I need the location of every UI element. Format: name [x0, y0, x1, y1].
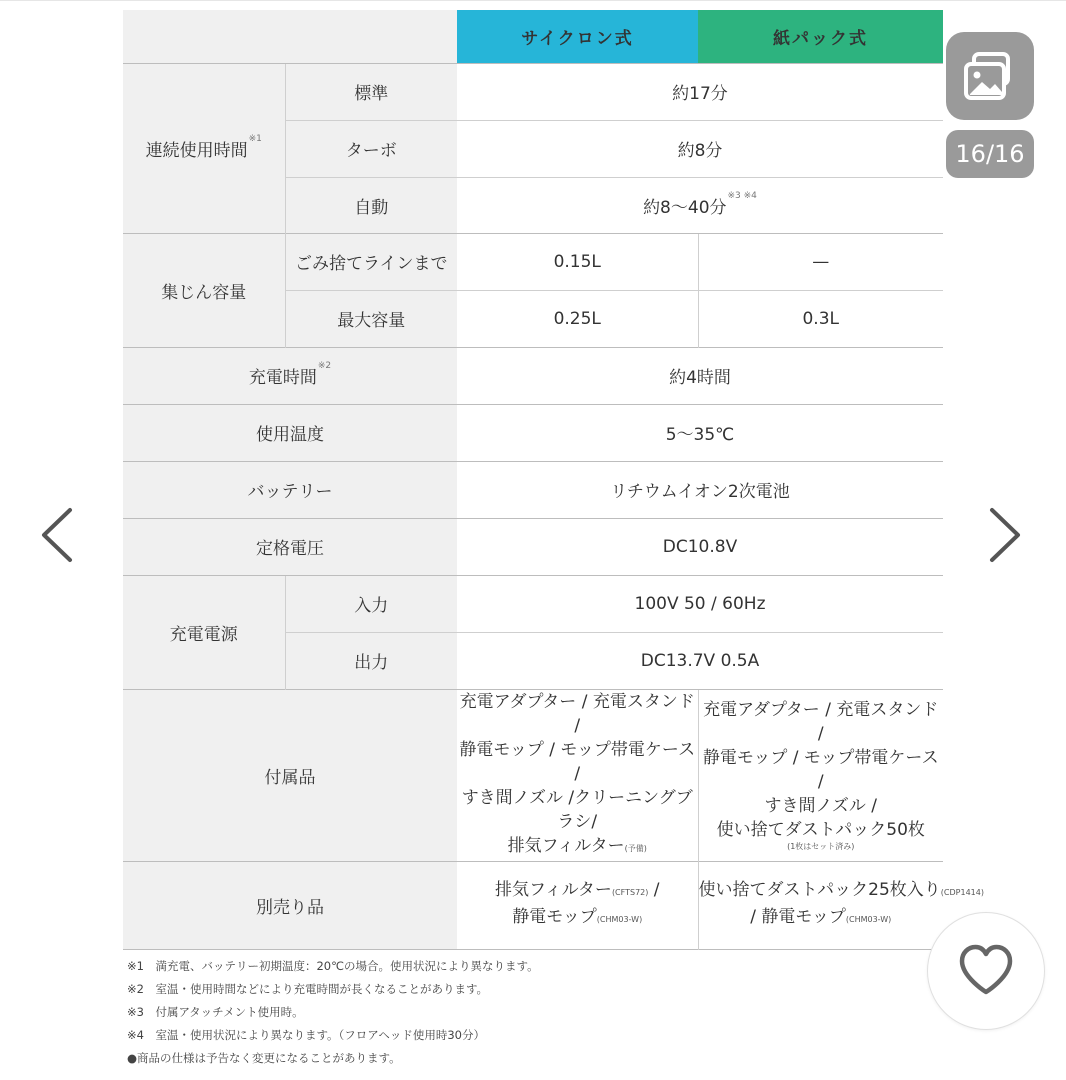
- value-battery: リチウムイオン2次電池: [457, 461, 943, 518]
- table-row: [123, 518, 943, 575]
- sub-label-turbo: ターボ: [285, 120, 457, 177]
- sub-label-standard: 標準: [285, 63, 457, 120]
- accessory-text: 排気フィルター: [507, 835, 625, 856]
- accessory-line: すき間ノズル /クリーニングブラシ/: [461, 787, 693, 832]
- table-row: [123, 575, 943, 632]
- sold-text-tail: /: [648, 880, 660, 900]
- auto-sup: ※3 ※4: [727, 190, 757, 201]
- image-counter: 16/16: [946, 130, 1034, 178]
- sold-text: / 静電モップ: [750, 907, 846, 927]
- accessory-line: 充電アダプター / 充電スタンド /: [459, 691, 695, 736]
- table-row: [123, 861, 943, 949]
- continuous-label: 連続使用時間: [145, 140, 248, 161]
- sold-line: [457, 905, 698, 932]
- footnote: ※4 室温・使用状況により異なります。（フロアヘッド使用時30分）: [127, 1028, 485, 1042]
- images-icon: [946, 32, 1034, 120]
- table-row: [123, 461, 943, 518]
- accessory-note: (予備): [624, 843, 647, 853]
- value-max-cyclone: 0.25L: [457, 290, 698, 347]
- sold-text: 排気フィルター: [494, 880, 612, 900]
- sub-label-output: 出力: [285, 632, 457, 689]
- value-output: DC13.7V 0.5A: [457, 632, 943, 689]
- header-paper: 紙パック式: [698, 10, 943, 63]
- accessory-line: すき間ノズル /: [764, 796, 877, 816]
- row-label-charge-time: [123, 347, 457, 404]
- value-max-paper: 0.3L: [698, 290, 943, 347]
- value-turbo: 約8分: [457, 120, 943, 177]
- chevron-left-icon: [32, 500, 82, 570]
- value-temperature: 5〜35℃: [457, 404, 943, 461]
- value-voltage: DC10.8V: [457, 518, 943, 575]
- value-accessories-paper: [698, 689, 943, 861]
- sold-line: [699, 905, 944, 932]
- heart-icon: [957, 943, 1015, 997]
- value-dust-line-paper: —: [698, 233, 943, 290]
- value-accessories-cyclone: [457, 689, 698, 861]
- accessory-line: 充電アダプター / 充電スタンド /: [703, 700, 939, 744]
- row-label-accessories: 付属品: [123, 689, 457, 861]
- sub-label-max-capacity: 最大容量: [285, 290, 457, 347]
- chevron-right-icon: [980, 500, 1030, 570]
- footnote: ※2 室温・使用時間などにより充電時間が長くなることがあります。: [127, 982, 489, 996]
- sold-code: (CHM03-W): [845, 915, 892, 924]
- header-row: [123, 10, 943, 63]
- value-input: 100V 50 / 60Hz: [457, 575, 943, 632]
- top-divider: [0, 0, 1066, 1]
- row-label-sold-separately: 別売り品: [123, 861, 457, 949]
- footnotes: [127, 955, 947, 1070]
- value-dust-line-cyclone: 0.15L: [457, 233, 698, 290]
- footnote: ※3 付属アタッチメント使用時。: [127, 1005, 304, 1019]
- sub-label-auto: 自動: [285, 177, 457, 233]
- value-sold-cyclone: [457, 861, 698, 949]
- row-label-temperature: 使用温度: [123, 404, 457, 461]
- next-button[interactable]: [980, 500, 1030, 570]
- value-sold-paper: [698, 861, 984, 949]
- value-charge-time: 約4時間: [457, 347, 943, 404]
- sold-code: (CFTS72): [611, 888, 649, 897]
- value-standard: 約17分: [457, 63, 943, 120]
- table-bottom-border: [123, 949, 943, 950]
- header-blank-cell: [123, 10, 457, 63]
- charge-time-label: 充電時間: [248, 368, 317, 388]
- auto-value: 約8〜40分: [643, 197, 727, 218]
- row-label-capacity: 集じん容量: [123, 233, 285, 347]
- table-row: [123, 233, 943, 290]
- sold-code: (CHM03-W): [596, 915, 643, 924]
- sub-label-input: 入力: [285, 575, 457, 632]
- footnote: ●商品の仕様は予告なく変更になることがあります。: [127, 1051, 401, 1065]
- accessory-line: [457, 834, 698, 861]
- table-row: [123, 689, 943, 861]
- accessory-line: 静電モップ / モップ帯電ケース /: [459, 739, 696, 784]
- spec-table: [123, 10, 984, 950]
- like-button[interactable]: [927, 912, 1045, 1030]
- sold-code: (CDP1414): [940, 888, 984, 897]
- row-label-voltage: 定格電圧: [123, 518, 457, 575]
- sold-line: [457, 878, 698, 905]
- accessory-line: 静電モップ / モップ帯電ケース /: [702, 748, 939, 792]
- accessory-note: (1枚はセット済み): [787, 842, 855, 851]
- charge-time-sup: ※2: [317, 361, 332, 371]
- header-cyclone: サイクロン式: [457, 10, 698, 63]
- row-label-continuous: [123, 63, 285, 233]
- value-auto: [457, 177, 943, 233]
- continuous-sup: ※1: [248, 133, 262, 144]
- table-row: [123, 347, 943, 404]
- row-label-power: 充電電源: [123, 575, 285, 689]
- prev-button[interactable]: [32, 500, 82, 570]
- sub-label-dust-line: ごみ捨てラインまで: [285, 233, 457, 290]
- footnote: ※1 満充電、バッテリー初期温度：20℃の場合。使用状況により異なります。: [127, 959, 539, 973]
- table-row: [123, 63, 943, 120]
- table-row: [123, 404, 943, 461]
- sold-line: [698, 878, 984, 905]
- gallery-button[interactable]: [946, 32, 1034, 120]
- sold-text: 静電モップ: [512, 907, 597, 927]
- accessory-line: 使い捨てダストパック50枚: [716, 820, 925, 840]
- sold-text: 使い捨てダストパック25枚入り: [698, 880, 941, 900]
- row-label-battery: バッテリー: [123, 461, 457, 518]
